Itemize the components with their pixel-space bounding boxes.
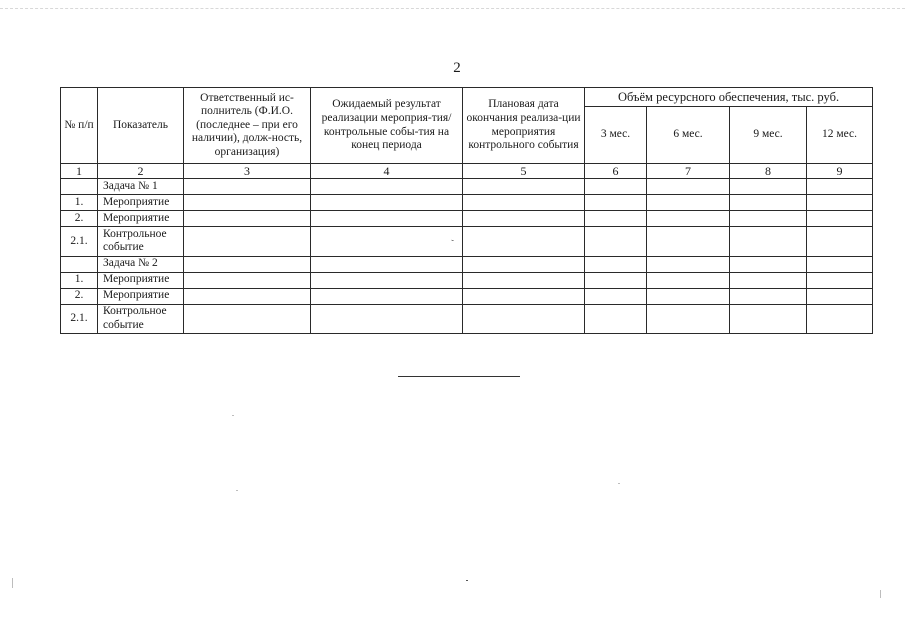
row-number: 2.1. [61,227,98,256]
empty-cell [463,256,585,272]
empty-cell [463,288,585,304]
table-row [61,211,873,227]
row-label: Мероприятие [98,195,184,211]
empty-cell [311,195,463,211]
empty-cell [807,179,873,195]
row-number [61,179,98,195]
empty-cell [647,304,730,333]
empty-cell [647,288,730,304]
empty-cell [311,179,463,195]
scan-speck [618,483,620,484]
scan-speck [12,578,13,588]
column-number: 8 [730,164,807,179]
row-label: Контрольное событие [98,304,184,333]
row-number: 2.1. [61,304,98,333]
header-planned-date: Плановая дата окончания реализа-ции мероприятия контрольного события [463,88,585,164]
empty-cell [585,272,647,288]
empty-cell [311,288,463,304]
empty-cell [184,179,311,195]
empty-cell [807,256,873,272]
column-number: 3 [184,164,311,179]
scan-speck [880,590,881,598]
empty-cell [311,211,463,227]
empty-cell [807,227,873,256]
empty-cell [311,272,463,288]
row-number: 2. [61,211,98,227]
task-row [61,256,873,272]
empty-cell [807,304,873,333]
empty-cell [463,179,585,195]
empty-cell [647,272,730,288]
table-row [61,288,873,304]
scan-speck [232,415,234,416]
empty-cell [184,195,311,211]
empty-cell [463,195,585,211]
column-number: 5 [463,164,585,179]
header-expected-result: Ожидаемый результат реализации мероприя-тия/контрольные собы-тия на конец периода [311,88,463,164]
empty-cell [730,227,807,256]
scan-edge-artifact [0,8,905,9]
empty-cell [463,272,585,288]
header-period-12: 12 мес. [807,107,873,164]
page-number: 2 [453,60,461,76]
empty-cell [647,227,730,256]
row-label: Задача № 1 [98,179,184,195]
empty-cell [807,272,873,288]
empty-cell [730,211,807,227]
scan-mark: , [450,239,460,242]
scan-speck [466,580,468,581]
header-period-6: 6 мес. [647,107,730,164]
empty-cell [730,256,807,272]
empty-cell [311,256,463,272]
header-resources: Объём ресурсного обеспечения, тыс. руб. [585,88,873,107]
empty-cell [807,288,873,304]
empty-cell [585,256,647,272]
empty-cell [585,304,647,333]
empty-cell [311,227,463,256]
row-label: Задача № 2 [98,256,184,272]
empty-cell [730,195,807,211]
empty-cell [730,304,807,333]
empty-cell [463,227,585,256]
empty-cell [311,304,463,333]
header-responsible: Ответственный ис-полнитель (Ф.И.О. (последнее – при его наличии), долж-ность, организация) [184,88,311,164]
column-number: 2 [98,164,184,179]
plan-table [60,87,873,334]
row-number: 1. [61,272,98,288]
column-number: 7 [647,164,730,179]
row-number [61,256,98,272]
row-number: 2. [61,288,98,304]
empty-cell [647,256,730,272]
task-row [61,179,873,195]
empty-cell [184,256,311,272]
column-number: 4 [311,164,463,179]
empty-cell [647,179,730,195]
empty-cell [184,211,311,227]
empty-cell [184,288,311,304]
header-indicator: Показатель [98,88,184,164]
column-number: 9 [807,164,873,179]
empty-cell [184,227,311,256]
row-label: Мероприятие [98,211,184,227]
row-number: 1. [61,195,98,211]
empty-cell [807,195,873,211]
header-period-9: 9 мес. [730,107,807,164]
column-number: 1 [61,164,98,179]
header-period-3: 3 мес. [585,107,647,164]
empty-cell [585,211,647,227]
empty-cell [585,227,647,256]
table-row [61,227,873,256]
empty-cell [647,195,730,211]
column-number: 6 [585,164,647,179]
table-row [61,195,873,211]
empty-cell [585,288,647,304]
empty-cell [730,179,807,195]
empty-cell [807,211,873,227]
scan-speck [236,490,238,491]
empty-cell [585,179,647,195]
plan-table-body [61,179,873,334]
table-row [61,272,873,288]
empty-cell [730,288,807,304]
empty-cell [463,211,585,227]
footer-rule [398,376,520,377]
empty-cell [184,304,311,333]
empty-cell [184,272,311,288]
empty-cell [730,272,807,288]
empty-cell [463,304,585,333]
row-label: Контрольное событие [98,227,184,256]
row-label: Мероприятие [98,272,184,288]
header-num: № п/п [61,88,98,164]
table-row [61,304,873,333]
empty-cell [585,195,647,211]
empty-cell [647,211,730,227]
column-number-row [61,164,873,179]
row-label: Мероприятие [98,288,184,304]
